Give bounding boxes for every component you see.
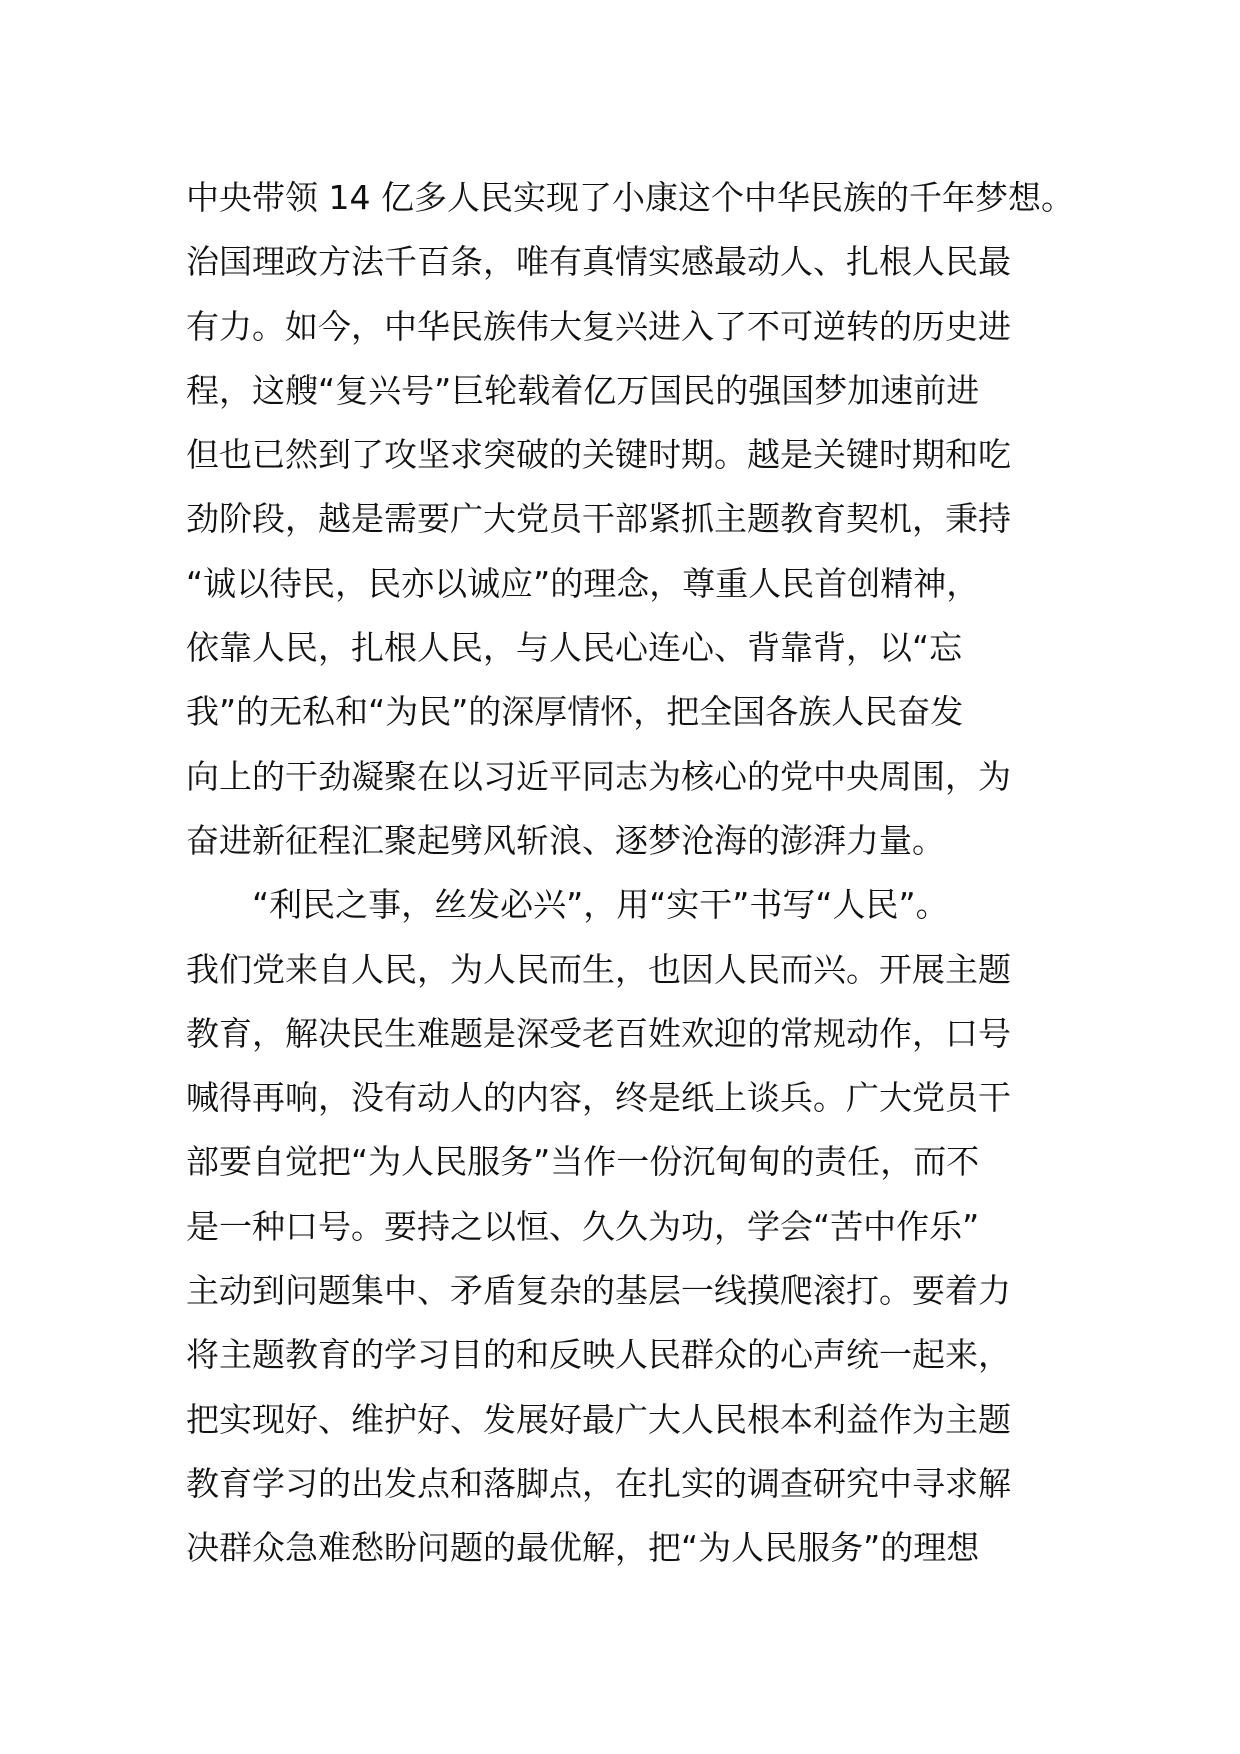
text-line: 部要自觉把“为人民服务”当作一份沉甸甸的责任，而不 — [186, 1142, 980, 1182]
text-line: 向上的干劲凝聚在以习近平同志为核心的党中央周围，为 — [186, 756, 1011, 796]
text-line: 中央带领 14 亿多人民实现了小康这个中华民族的千年梦想。 — [186, 178, 1074, 217]
text-line: 但也已然到了攻坚求突破的关键时期。越是关键时期和吃 — [186, 435, 1011, 475]
text-line: 依靠人民，扎根人民，与人民心连心、背靠背，以“忘 — [186, 628, 963, 668]
text-line: 决群众急难愁盼问题的最优解，把“为人民服务”的理想 — [186, 1528, 980, 1568]
text-line: 我们党来自人民，为人民而生，也因人民而兴。开展主题 — [186, 949, 1011, 989]
text-line: 是一种口号。要持之以恒、久久为功，学会“苦中作乐” — [186, 1206, 980, 1246]
body-text — [186, 166, 1074, 1581]
text-line: 程，这艘“复兴号”巨轮载着亿万国民的强国梦加速前进 — [186, 370, 980, 410]
text-line: 劲阶段，越是需要广大党员干部紧抓主题教育契机，秉持 — [186, 499, 1011, 539]
text-line: 教育学习的出发点和落脚点，在扎实的调查研究中寻求解 — [186, 1463, 1011, 1503]
text-line: 教育，解决民生难题是深受老百姓欢迎的常规动作，口号 — [186, 1013, 1011, 1053]
text-line: 有力。如今，中华民族伟大复兴进入了不可逆转的历史进 — [186, 306, 1011, 346]
paragraph-first-line: “利民之事，丝发必兴”，用“实干”书写“人民”。 — [252, 885, 949, 925]
text-line: 把实现好、维护好、发展好最广大人民根本利益作为主题 — [186, 1399, 1011, 1439]
text-line: 将主题教育的学习目的和反映人民群众的心声统一起来， — [186, 1335, 1011, 1375]
text-line: 治国理政方法千百条，唯有真情实感最动人、扎根人民最 — [186, 242, 1011, 282]
text-line: 喊得再响，没有动人的内容，终是纸上谈兵。广大党员干 — [186, 1078, 1011, 1118]
text-line: “诚以待民，民亦以诚应”的理念，尊重人民首创精神， — [186, 563, 980, 603]
text-line: 奋进新征程汇聚起劈风斩浪、逐梦沧海的澎湃力量。 — [186, 820, 945, 860]
text-line: 我”的无私和“为民”的深厚情怀，把全国各族人民奋发 — [186, 692, 964, 732]
text-line: 主动到问题集中、矛盾复杂的基层一线摸爬滚打。要着力 — [186, 1271, 1011, 1311]
